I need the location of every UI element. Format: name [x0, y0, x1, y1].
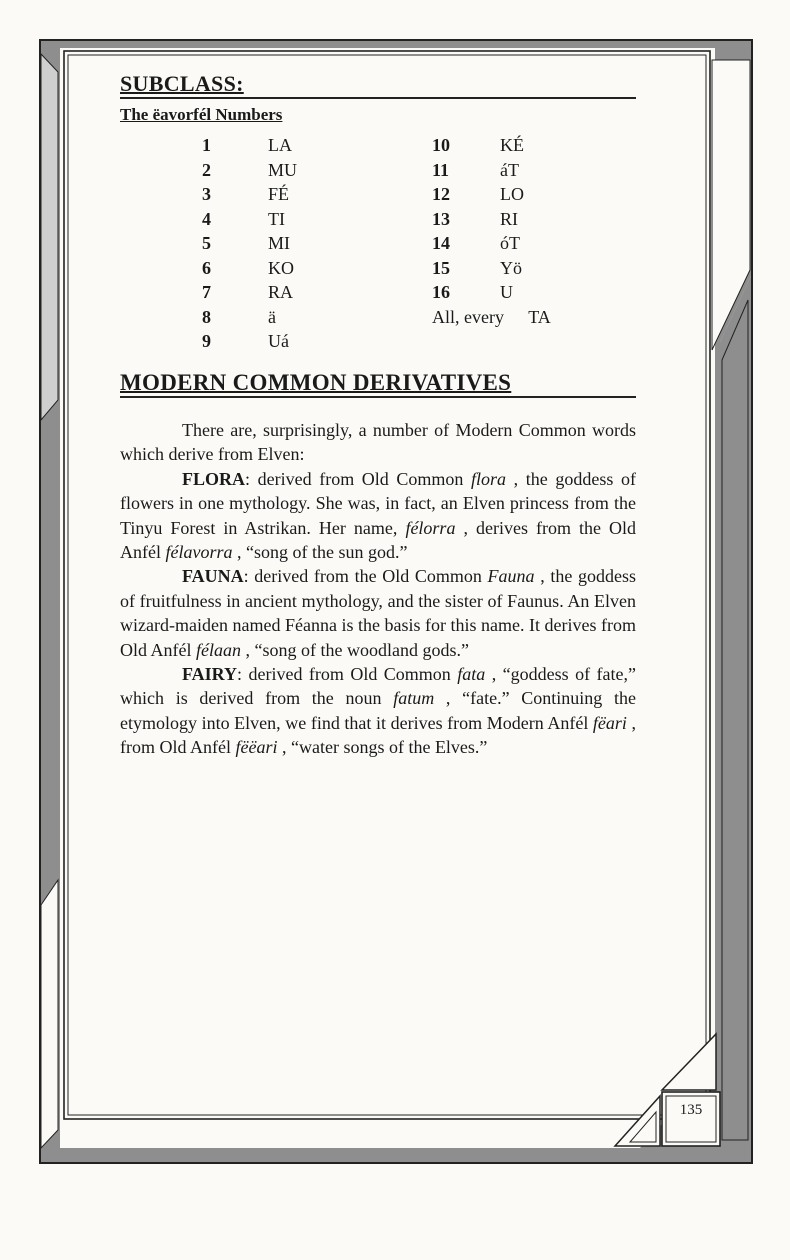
number-word: ä [268, 306, 276, 327]
fauna-term: FAUNA [182, 566, 244, 587]
numbers-subheading: The ëavorfél Numbers [120, 105, 283, 124]
number-word: KÉ [500, 135, 524, 155]
number-word: FÉ [268, 184, 290, 204]
fairy-text-1: : derived from Old Common [237, 664, 458, 685]
numbers-column-left [202, 133, 297, 354]
number-word: KO [268, 257, 294, 278]
number-row [202, 256, 297, 281]
number-value: 2 [202, 159, 211, 180]
number-row [202, 231, 297, 256]
fairy-italic-2: fatum [393, 688, 435, 709]
page-number: 135 [679, 1102, 703, 1118]
fauna-italic-2: félaan [196, 639, 241, 660]
fairy-text-5: , “water songs of the Elves.” [277, 737, 488, 758]
flora-italic-1: flora [471, 468, 507, 489]
number-value: 8 [202, 306, 211, 327]
number-word: MI [268, 233, 290, 253]
number-row [202, 133, 297, 158]
number-row [202, 305, 297, 330]
number-word: RA [268, 282, 294, 302]
number-word: óT [500, 233, 520, 253]
numbers-table [120, 133, 636, 351]
fairy-text-2: , “goddess of fate,” which is derived from the noun [120, 664, 636, 709]
fairy-text-3: , “fate.” Continuing the etymology into Elven, we find that it derives from Modern Anfél [120, 688, 637, 733]
number-row [432, 182, 551, 207]
number-row [202, 182, 297, 207]
fairy-text-4: , from Old Anfél [120, 712, 636, 758]
number-value: 5 [202, 233, 211, 253]
flora-italic-3: félavorra [165, 542, 233, 563]
all-every-row [432, 305, 551, 330]
number-value: 10 [432, 135, 450, 155]
fauna-text-3: , “song of the woodland gods.” [241, 639, 469, 660]
intro-paragraph: There are, surprisingly, a number of Modern Common words which derive from Elven: [120, 420, 636, 465]
number-word: RI [500, 208, 518, 229]
fairy-italic-3: fëari [592, 712, 627, 733]
number-value: 13 [432, 208, 450, 229]
number-word: LO [500, 184, 524, 204]
number-row [432, 158, 551, 183]
number-value: 11 [432, 159, 450, 180]
number-word: TI [268, 208, 285, 229]
flora-term: FLORA [182, 468, 245, 489]
number-row [202, 280, 297, 305]
number-row [202, 158, 297, 183]
number-value: 16 [432, 282, 450, 302]
flora-text-4: , “song of the sun god.” [232, 542, 408, 563]
number-row [202, 329, 297, 354]
subclass-heading: SUBCLASS: [120, 72, 636, 99]
number-word: Yö [500, 257, 522, 278]
all-every-label: All, every [432, 306, 504, 327]
number-value: 7 [202, 282, 211, 302]
number-word: áT [500, 159, 519, 180]
fairy-term: FAIRY [182, 664, 238, 685]
derivatives-body [120, 418, 636, 760]
flora-paragraph [120, 467, 636, 565]
number-value: 4 [202, 208, 211, 229]
number-word: U [500, 282, 513, 302]
fauna-italic-1: Fauna [487, 566, 535, 587]
fauna-text-2: , the goddess of fruitfulness in ancient mythology, and the sister of Faunus. An Elven wizard-maiden named Féanna is the basis for this name. It derives from Old Anfél [120, 566, 636, 660]
number-row [432, 231, 551, 256]
flora-text-2: , the goddess of flowers in one mythology. She was, in fact, an Elven princess from the Tinyu Forest in Astrikan. Her name, [120, 468, 636, 538]
flora-text-3: , derives from the Old Anfél [120, 517, 636, 563]
flora-italic-2: félorra [405, 517, 456, 538]
fairy-paragraph [120, 662, 636, 760]
fairy-italic-1: fata [457, 664, 486, 685]
derivatives-heading: MODERN COMMON DERIVATIVES [120, 371, 636, 398]
fauna-text-1: : derived from the Old Common [243, 566, 488, 587]
fauna-paragraph [120, 564, 636, 662]
number-value: 15 [432, 257, 450, 278]
flora-text-1: : derived from Old Common [245, 468, 472, 489]
number-word: MU [268, 159, 298, 180]
number-row [432, 256, 551, 281]
number-value: 6 [202, 257, 211, 278]
number-value: 12 [432, 184, 450, 204]
number-row [202, 207, 297, 232]
fairy-italic-4: fëëari [235, 737, 278, 758]
all-every-word: TA [528, 306, 551, 327]
number-row [432, 207, 551, 232]
page-content [120, 72, 636, 760]
number-value: 9 [202, 331, 211, 351]
number-value: 1 [202, 135, 211, 155]
numbers-column-right [432, 133, 551, 329]
number-value: 3 [202, 184, 211, 204]
number-word: Uá [268, 331, 289, 351]
number-word: LA [268, 135, 292, 155]
number-value: 14 [432, 233, 450, 253]
number-row [432, 133, 551, 158]
number-row [432, 280, 551, 305]
